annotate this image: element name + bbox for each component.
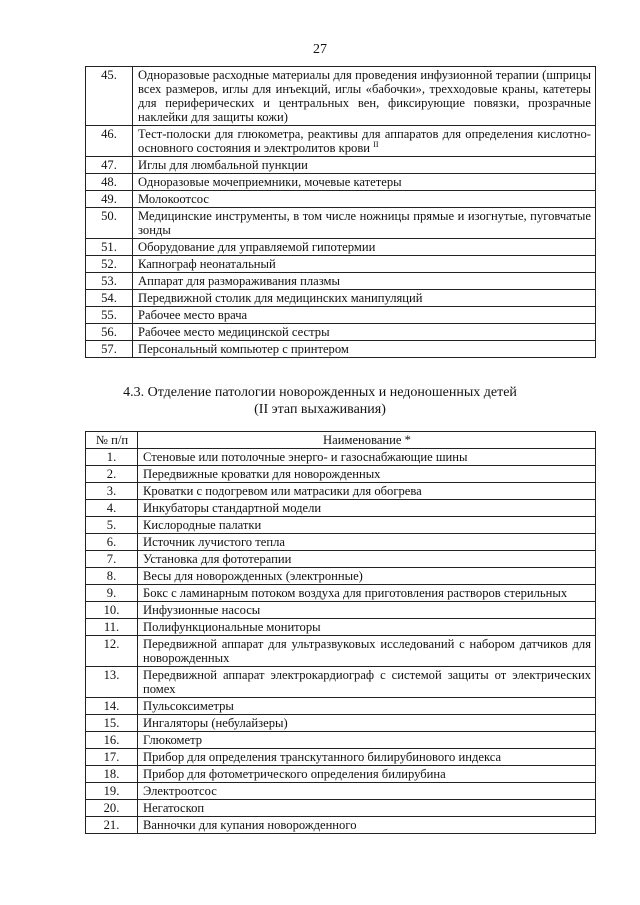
row-name-cell: [138, 732, 596, 749]
table-row: [86, 483, 596, 500]
row-number: 53.: [86, 273, 133, 290]
row-footnote-mark: II: [373, 139, 379, 149]
row-name: Ванночки для купания новорожденного: [143, 818, 357, 832]
row-number: 50.: [86, 208, 133, 239]
table-row: [86, 534, 596, 551]
row-number: 6.: [86, 534, 138, 551]
row-name-cell: [133, 126, 596, 157]
row-name-cell: [138, 551, 596, 568]
row-name: Весы для новорожденных (электронные): [143, 569, 363, 583]
row-name-cell: [138, 517, 596, 534]
row-number: 54.: [86, 290, 133, 307]
table-row: [86, 449, 596, 466]
row-name-cell: [138, 585, 596, 602]
row-number: 48.: [86, 174, 133, 191]
row-name-cell: [138, 698, 596, 715]
row-name: Электроотсос: [143, 784, 217, 798]
row-number: 4.: [86, 500, 138, 517]
row-number: 16.: [86, 732, 138, 749]
row-name-cell: [133, 324, 596, 341]
row-name: Передвижной столик для медицинских манипуляций: [138, 291, 423, 305]
row-name-cell: [138, 500, 596, 517]
table-row: [86, 191, 596, 208]
table-row: [86, 602, 596, 619]
table-header-row: [86, 432, 596, 449]
row-name: Источник лучистого тепла: [143, 535, 285, 549]
row-name: Кроватки с подогревом или матрасики для обогрева: [143, 484, 422, 498]
row-name-cell: [133, 174, 596, 191]
row-name-cell: [138, 636, 596, 667]
row-number: 2.: [86, 466, 138, 483]
row-name: Молокоотсос: [138, 192, 209, 206]
row-name: Прибор для фотометрического определения билирубина: [143, 767, 446, 781]
row-name-cell: [133, 67, 596, 126]
row-name: Медицинские инструменты, в том числе ножницы прямые и изогнутые, пуговчатые зонды: [138, 209, 591, 237]
table-row: [86, 715, 596, 732]
row-name: Аппарат для размораживания плазмы: [138, 274, 340, 288]
table-row: [86, 256, 596, 273]
row-name: Одноразовые расходные материалы для проведения инфузионной терапии (шприцы всех размеров, иглы для инъекций, иглы «бабочки», трехходовые краны, катетеры для периферических и центральных вен, фиксирующие повязки, прозрачные наклейки для защиты кожи): [138, 68, 591, 124]
row-name-cell: [133, 157, 596, 174]
row-number: 13.: [86, 667, 138, 698]
row-name-cell: [138, 449, 596, 466]
row-number: 45.: [86, 67, 133, 126]
table-row: [86, 157, 596, 174]
row-name-cell: [138, 466, 596, 483]
row-name-cell: [138, 817, 596, 834]
row-name: Глюкометр: [143, 733, 203, 747]
column-header-name: Наименование *: [138, 432, 596, 449]
row-number: 47.: [86, 157, 133, 174]
table-row: [86, 466, 596, 483]
row-name-cell: [133, 273, 596, 290]
table-row: [86, 817, 596, 834]
row-name-cell: [138, 534, 596, 551]
row-name: Инкубаторы стандартной модели: [143, 501, 322, 515]
row-number: 52.: [86, 256, 133, 273]
row-name-cell: [133, 239, 596, 256]
row-number: 21.: [86, 817, 138, 834]
row-name: Ингаляторы (небулайзеры): [143, 716, 288, 730]
row-name-cell: [133, 208, 596, 239]
row-name: Персональный компьютер с принтером: [138, 342, 349, 356]
table-row: [86, 766, 596, 783]
table-row: [86, 667, 596, 698]
row-name: Рабочее место врача: [138, 308, 248, 322]
row-name: Негатоскоп: [143, 801, 205, 815]
row-number: 10.: [86, 602, 138, 619]
row-name-cell: [138, 800, 596, 817]
column-header-number: № п/п: [86, 432, 138, 449]
table-row: [86, 239, 596, 256]
row-name-cell: [133, 341, 596, 358]
row-name: Пульсоксиметры: [143, 699, 234, 713]
row-name: Рабочее место медицинской сестры: [138, 325, 330, 339]
row-name-cell: [138, 715, 596, 732]
table-row: [86, 636, 596, 667]
table-row: [86, 341, 596, 358]
row-number: 57.: [86, 341, 133, 358]
row-name: Полифункциональные мониторы: [143, 620, 321, 634]
row-name: Стеновые или потолочные энерго- и газоснабжающие шины: [143, 450, 468, 464]
table-row: [86, 174, 596, 191]
table-row: [86, 698, 596, 715]
row-number: 55.: [86, 307, 133, 324]
row-number: 8.: [86, 568, 138, 585]
section-title: 4.3. Отделение патологии новорожденных и недоношенных детей: [123, 385, 517, 400]
row-number: 20.: [86, 800, 138, 817]
row-name: Бокс с ламинарным потоком воздуха для приготовления растворов стерильных: [143, 586, 568, 600]
row-name: Оборудование для управляемой гипотермии: [138, 240, 376, 254]
row-number: 17.: [86, 749, 138, 766]
row-number: 19.: [86, 783, 138, 800]
row-number: 7.: [86, 551, 138, 568]
row-number: 12.: [86, 636, 138, 667]
table-row: [86, 749, 596, 766]
table-row: [86, 585, 596, 602]
table-row: [86, 67, 596, 126]
table-row: [86, 126, 596, 157]
row-name-cell: [133, 307, 596, 324]
row-name-cell: [138, 602, 596, 619]
row-number: 11.: [86, 619, 138, 636]
row-number: 46.: [86, 126, 133, 157]
equipment-table-continued: [85, 66, 596, 358]
table-row: [86, 273, 596, 290]
row-number: 1.: [86, 449, 138, 466]
equipment-table-section-4-3: [85, 431, 596, 834]
row-name-cell: [133, 191, 596, 208]
row-name: Капнограф неонатальный: [138, 257, 276, 271]
table-row: [86, 208, 596, 239]
table-row: [86, 500, 596, 517]
row-number: 3.: [86, 483, 138, 500]
row-number: 14.: [86, 698, 138, 715]
row-name-cell: [138, 568, 596, 585]
row-name-cell: [133, 256, 596, 273]
row-name: Установка для фототерапии: [143, 552, 292, 566]
table-row: [86, 800, 596, 817]
section-heading: [0, 384, 640, 418]
table-row: [86, 568, 596, 585]
row-name: Передвижные кроватки для новорожденных: [143, 467, 381, 481]
table-row: [86, 551, 596, 568]
row-name: Иглы для люмбальной пункции: [138, 158, 308, 172]
table-row: [86, 324, 596, 341]
row-name-cell: [138, 619, 596, 636]
row-name-cell: [138, 749, 596, 766]
table-row: [86, 732, 596, 749]
row-number: 5.: [86, 517, 138, 534]
row-name: Одноразовые мочеприемники, мочевые катетеры: [138, 175, 402, 189]
row-name-cell: [138, 766, 596, 783]
row-number: 18.: [86, 766, 138, 783]
table-row: [86, 619, 596, 636]
row-name: Тест-полоски для глюкометра, реактивы для аппаратов для определения кислотно-основного состояния и электролитов крови: [138, 127, 591, 155]
table-row: [86, 290, 596, 307]
row-name: Передвижной аппарат электрокардиограф с системой защиты от электрических помех: [143, 668, 591, 696]
row-name-cell: [133, 290, 596, 307]
table-row: [86, 517, 596, 534]
row-number: 51.: [86, 239, 133, 256]
row-number: 15.: [86, 715, 138, 732]
table-row: [86, 783, 596, 800]
row-name: Инфузионные насосы: [143, 603, 261, 617]
row-number: 9.: [86, 585, 138, 602]
section-subtitle: (II этап выхаживания): [254, 402, 386, 417]
row-name-cell: [138, 483, 596, 500]
row-name: Передвижной аппарат для ультразвуковых исследований с набором датчиков для новорожденных: [143, 637, 591, 665]
row-name-cell: [138, 667, 596, 698]
row-name-cell: [138, 783, 596, 800]
row-name: Кислородные палатки: [143, 518, 262, 532]
table-row: [86, 307, 596, 324]
row-name: Прибор для определения транскутанного билирубинового индекса: [143, 750, 502, 764]
page-number: 27: [313, 42, 327, 57]
row-number: 56.: [86, 324, 133, 341]
row-number: 49.: [86, 191, 133, 208]
